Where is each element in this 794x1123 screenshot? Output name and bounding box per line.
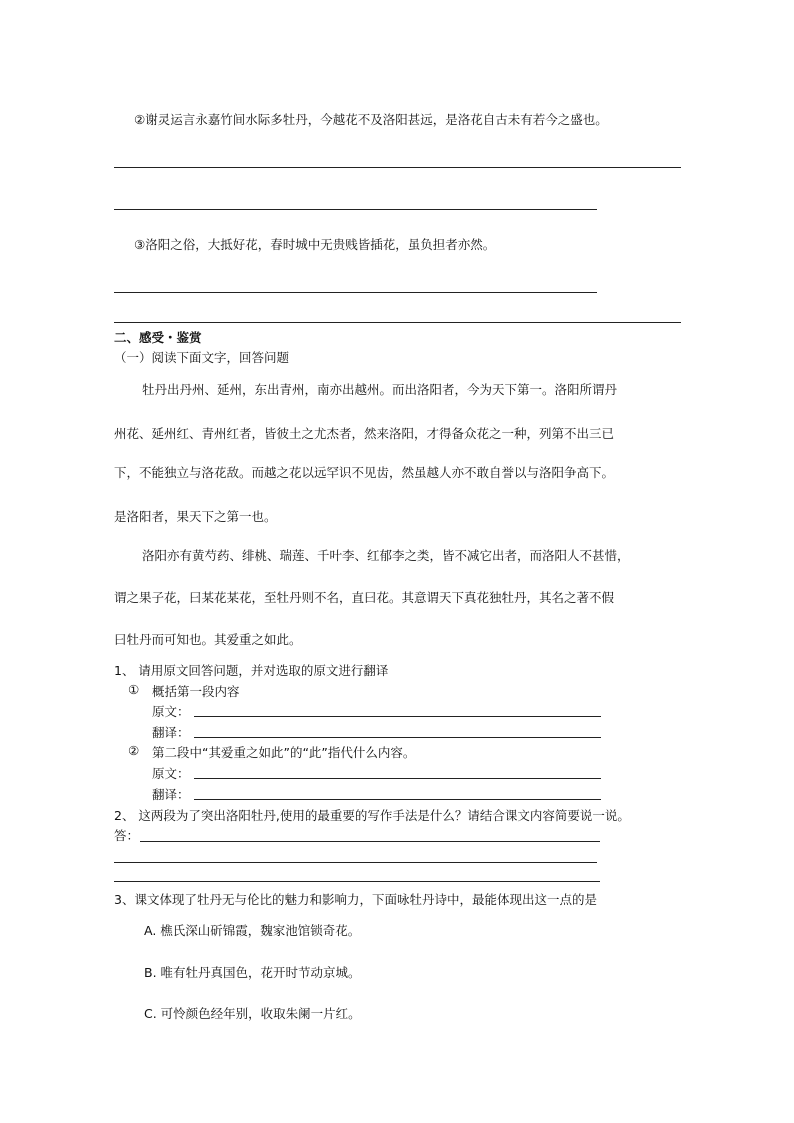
passage-line: 谓之果子花，曰某花某花，至牡丹则不名，直曰花。其意谓天下真花独牡丹，其名之著不假: [114, 590, 615, 605]
fanyi-label: 翻译：: [152, 787, 190, 802]
yuanwen-answer-line[interactable]: [194, 778, 601, 779]
fanyi-answer-line[interactable]: [194, 799, 601, 800]
answer-label: 答：: [114, 828, 140, 843]
passage-line: 牡丹出丹州、延州，东出青州，南亦出越州。而出洛阳者，今为天下第一。洛阳所谓丹: [142, 382, 618, 397]
question-3-stem: 3、课文体现了牡丹无与伦比的魅力和影响力，下面咏牡丹诗中，最能体现出这一点的是: [114, 892, 597, 907]
answer-line[interactable]: [114, 881, 600, 882]
passage-line: 曰牡丹而可知也。其爱重之如此。: [114, 632, 302, 647]
sentence-3: ③洛阳之俗，大抵好花，春时城中无贵贱皆插花，虽负担者亦然。: [134, 237, 496, 252]
passage-line: 下，不能独立与洛花敌。而越之花以远罕识不见齿，然虽越人亦不敢自誉以与洛阳争高下。: [114, 465, 615, 480]
fanyi-answer-line[interactable]: [194, 737, 601, 738]
passage-line: 是洛阳者，果天下之第一也。: [114, 509, 277, 524]
yuanwen-label: 原文：: [152, 766, 190, 781]
passage-line: 洛阳亦有黄芍药、绯桃、瑞莲、千叶李、红郁李之类，皆不减它出者，而洛阳人不甚惜，: [142, 548, 630, 563]
section-subtitle: （一）阅读下面文字，回答问题: [114, 350, 290, 365]
option-b[interactable]: B. 唯有牡丹真国色，花开时节动京城。: [144, 965, 361, 980]
section-title: 二、感受・鉴赏: [114, 330, 202, 345]
q1-sub-b-text: 第二段中“其爱重之如此”的“此”指代什么内容。: [152, 745, 416, 760]
question-1-stem: 1、 请用原文回答问题，并对选取的原文进行翻译: [114, 663, 389, 678]
answer-line[interactable]: [114, 862, 597, 863]
fanyi-label: 翻译：: [152, 725, 190, 740]
answer-line[interactable]: [114, 167, 681, 168]
answer-line[interactable]: [114, 322, 681, 323]
yuanwen-answer-line[interactable]: [194, 716, 601, 717]
q1-sub-a-text: 概括第一段内容: [152, 684, 240, 699]
answer-line[interactable]: [114, 292, 597, 293]
passage-line: 州花、延州红、青州红者，皆彼土之尤杰者，然来洛阳，才得备众花之一种，列第不出三已: [114, 426, 615, 441]
option-c[interactable]: C. 可怜颜色经年别，收取朱阑一片红。: [144, 1006, 361, 1021]
option-a[interactable]: A. 樵氏深山斫锦霞，魏家池馆锁奇花。: [144, 923, 361, 938]
answer-line[interactable]: [140, 841, 600, 842]
q1-sub-b-number: ②: [128, 743, 140, 758]
sentence-2: ②谢灵运言永嘉竹间水际多牡丹，今越花不及洛阳甚远，是洛花自古未有若今之盛也。: [134, 112, 608, 127]
yuanwen-label: 原文：: [152, 704, 190, 719]
q1-sub-a-number: ①: [128, 682, 140, 697]
answer-line[interactable]: [114, 209, 597, 210]
question-2-stem: 2、 这两段为了突出洛阳牡丹,使用的最重要的写作手法是什么？请结合课文内容简要说一说。: [114, 808, 630, 823]
